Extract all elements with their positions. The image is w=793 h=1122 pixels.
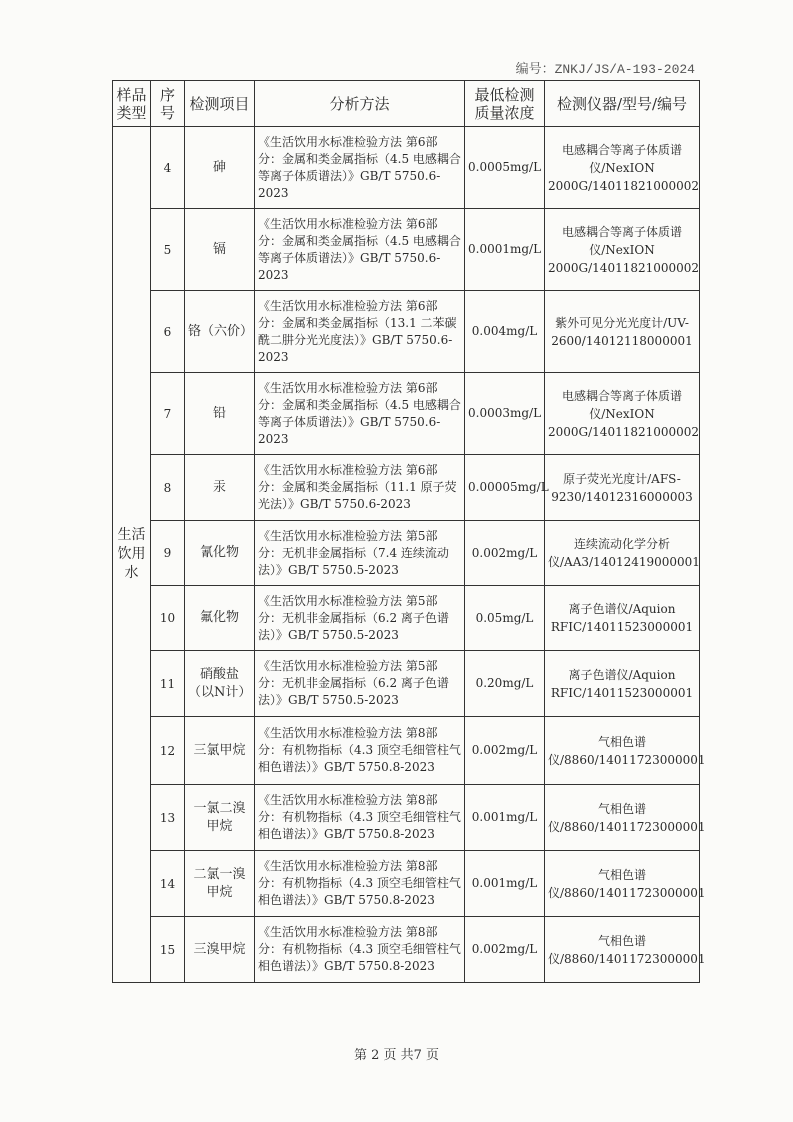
seq-cell: 6 [151, 291, 185, 373]
header-item: 检测项目 [185, 81, 255, 127]
header-seq: 序号 [151, 81, 185, 127]
instrument-cell: 气相色谱仪/8860/14011723000001 [545, 851, 700, 917]
method-cell: 《生活饮用水标准检验方法 第8部分：有机物指标（4.3 顶空毛细管柱气相色谱法）》GB/T 5750.8-2023 [255, 851, 465, 917]
table-row [113, 455, 700, 521]
item-cell: 氟化物 [185, 586, 255, 651]
method-cell: 《生活饮用水标准检验方法 第6部分：金属和类金属指标（4.5 电感耦合等离子体质谱法）》GB/T 5750.6-2023 [255, 209, 465, 291]
limit-cell: 0.002mg/L [465, 521, 545, 586]
item-cell: 三溴甲烷 [185, 917, 255, 983]
table-body [113, 127, 706, 983]
seq-cell: 9 [151, 521, 185, 586]
method-cell: 《生活饮用水标准检验方法 第5部分：无机非金属指标（6.2 离子色谱法）》GB/T 5750.5-2023 [255, 651, 465, 717]
method-cell: 《生活饮用水标准检验方法 第8部分：有机物指标（4.3 顶空毛细管柱气相色谱法）》GB/T 5750.8-2023 [255, 717, 465, 785]
table-row [113, 717, 700, 785]
instrument-cell: 气相色谱仪/8860/14011723000001 [545, 717, 700, 785]
seq-cell: 15 [151, 917, 185, 983]
table-row [113, 521, 700, 586]
instrument-cell: 离子色谱仪/Aquion RFIC/14011523000001 [545, 651, 700, 717]
table-row [113, 127, 700, 209]
header-instrument: 检测仪器/型号/编号 [545, 81, 700, 127]
instrument-cell: 电感耦合等离子体质谱仪/NexION 2000G/14011821000002 [545, 209, 700, 291]
header-limit: 最低检测质量浓度 [465, 81, 545, 127]
limit-cell: 0.004mg/L [465, 291, 545, 373]
header-method: 分析方法 [255, 81, 465, 127]
limit-cell: 0.0005mg/L [465, 127, 545, 209]
limit-cell: 0.001mg/L [465, 851, 545, 917]
item-cell: 砷 [185, 127, 255, 209]
limit-cell: 0.0003mg/L [465, 373, 545, 455]
table-header-row [113, 81, 700, 127]
seq-cell: 14 [151, 851, 185, 917]
table-row [113, 209, 700, 291]
item-cell: 三氯甲烷 [185, 717, 255, 785]
sample-type-cell: 生活饮用水 [113, 127, 151, 983]
seq-cell: 10 [151, 586, 185, 651]
seq-cell: 7 [151, 373, 185, 455]
instrument-cell: 气相色谱仪/8860/14011723000001 [545, 917, 700, 983]
method-cell: 《生活饮用水标准检验方法 第6部分：金属和类金属指标（4.5 电感耦合等离子体质谱法）》GB/T 5750.6-2023 [255, 127, 465, 209]
method-cell: 《生活饮用水标准检验方法 第6部分：金属和类金属指标（4.5 电感耦合等离子体质谱法）》GB/T 5750.6-2023 [255, 373, 465, 455]
table-row [113, 291, 700, 373]
instrument-cell: 连续流动化学分析仪/AA3/14012419000001 [545, 521, 700, 586]
instrument-cell: 电感耦合等离子体质谱仪/NexION 2000G/14011821000002 [545, 127, 700, 209]
limit-cell: 0.002mg/L [465, 917, 545, 983]
method-cell: 《生活饮用水标准检验方法 第8部分：有机物指标（4.3 顶空毛细管柱气相色谱法）》GB/T 5750.8-2023 [255, 785, 465, 851]
item-cell: 硝酸盐（以N计） [185, 651, 255, 717]
item-cell: 二氯一溴甲烷 [185, 851, 255, 917]
instrument-cell: 气相色谱仪/8860/14011723000001 [545, 785, 700, 851]
seq-cell: 12 [151, 717, 185, 785]
instrument-cell: 离子色谱仪/Aquion RFIC/14011523000001 [545, 586, 700, 651]
method-cell: 《生活饮用水标准检验方法 第6部分：金属和类金属指标（11.1 原子荧光法）》GB/T 5750.6-2023 [255, 455, 465, 521]
item-cell: 铬（六价） [185, 291, 255, 373]
item-cell: 汞 [185, 455, 255, 521]
seq-cell: 8 [151, 455, 185, 521]
limit-cell: 0.0001mg/L [465, 209, 545, 291]
seq-cell: 4 [151, 127, 185, 209]
seq-cell: 5 [151, 209, 185, 291]
table-row [113, 373, 700, 455]
method-cell: 《生活饮用水标准检验方法 第8部分：有机物指标（4.3 顶空毛细管柱气相色谱法）》GB/T 5750.8-2023 [255, 917, 465, 983]
limit-cell: 0.05mg/L [465, 586, 545, 651]
table-row [113, 651, 700, 717]
instrument-cell: 电感耦合等离子体质谱仪/NexION 2000G/14011821000002 [545, 373, 700, 455]
seq-cell: 11 [151, 651, 185, 717]
table-row [113, 851, 700, 917]
header-sample-type: 样品类型 [113, 81, 151, 127]
item-cell: 一氯二溴甲烷 [185, 785, 255, 851]
table-row [113, 785, 700, 851]
method-cell: 《生活饮用水标准检验方法 第5部分：无机非金属指标（7.4 连续流动法）》GB/T 5750.5-2023 [255, 521, 465, 586]
limit-cell: 0.00005mg/L [465, 455, 545, 521]
table-row [113, 917, 700, 983]
item-cell: 铅 [185, 373, 255, 455]
method-cell: 《生活饮用水标准检验方法 第5部分：无机非金属指标（6.2 离子色谱法）》GB/T 5750.5-2023 [255, 586, 465, 651]
page-footer: 第 2 页 共7 页 [353, 1048, 440, 1063]
limit-cell: 0.002mg/L [465, 717, 545, 785]
document-number: 编号：ZNKJ/JS/A-193-2024 [515, 62, 695, 77]
limit-cell: 0.20mg/L [465, 651, 545, 717]
seq-cell: 13 [151, 785, 185, 851]
test-methods-table [112, 80, 706, 983]
table-row [113, 586, 700, 651]
item-cell: 氰化物 [185, 521, 255, 586]
instrument-cell: 紫外可见分光光度计/UV-2600/14012118000001 [545, 291, 700, 373]
limit-cell: 0.001mg/L [465, 785, 545, 851]
instrument-cell: 原子荧光光度计/AFS-9230/14012316000003 [545, 455, 700, 521]
item-cell: 镉 [185, 209, 255, 291]
method-cell: 《生活饮用水标准检验方法 第6部分：金属和类金属指标（13.1 二苯碳酰二肼分光光度法）》GB/T 5750.6-2023 [255, 291, 465, 373]
